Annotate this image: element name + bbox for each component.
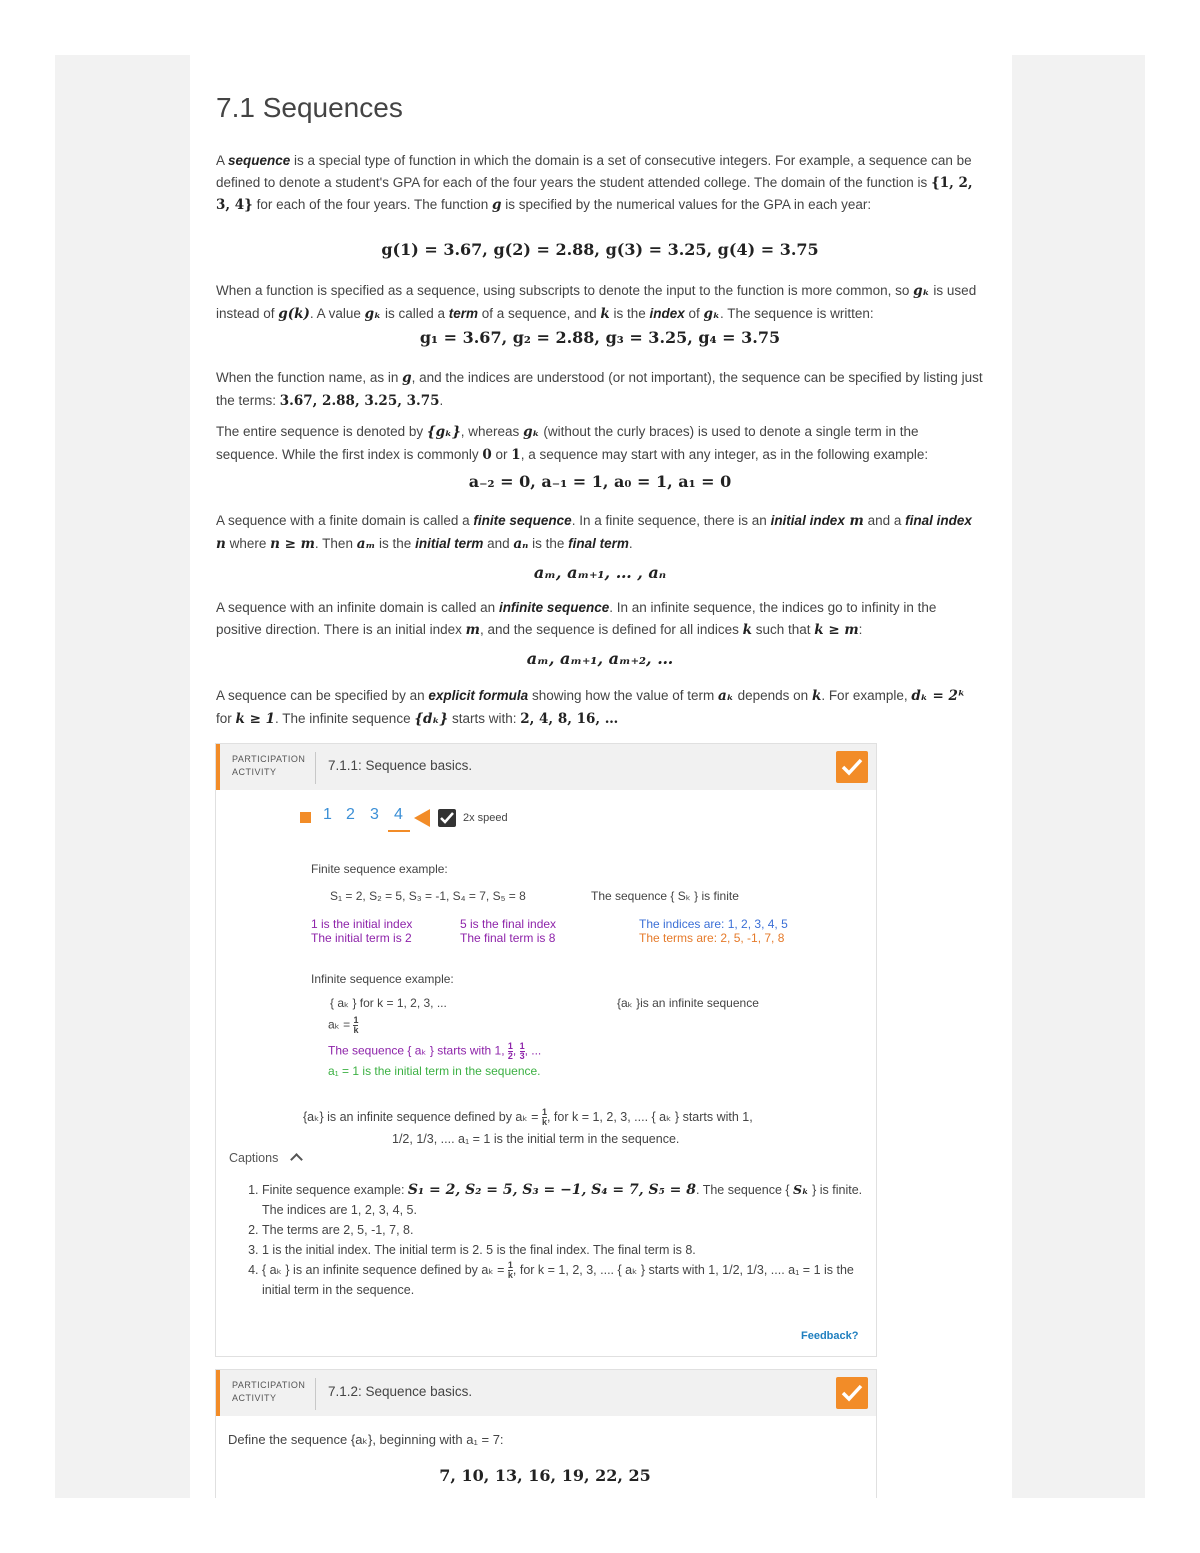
terms-label: The terms are: 2, 5, -1, 7, 8 xyxy=(639,931,785,945)
activity-header xyxy=(216,744,876,790)
back-arrow-icon[interactable] xyxy=(414,809,430,827)
step-2-button[interactable]: 2 xyxy=(346,806,355,823)
speed-label: 2x speed xyxy=(463,812,508,824)
caption-item: 1. Finite sequence example: S₁ = 2, S₂ = 5, S₃ = −1, S₄ = 7, S₅ = 8. The sequence { Sₖ } is finite. The indices are 1, 2, 3, 4, 5. xyxy=(262,1180,874,1220)
completion-check-icon xyxy=(836,751,868,783)
speed-checkbox[interactable] xyxy=(438,809,456,827)
paragraph-explicit: A sequence can be specified by an explicit formula showing how the value of term aₖ depends on k. For example, dₖ = 2ᵏ for k ≥ 1. The infinite sequence {dₖ} starts with: 2, 4, 8, 16, … xyxy=(216,688,966,727)
animation-caption-line2: 1/2, 1/3, .... a₁ = 1 is the initial term in the sequence. xyxy=(392,1132,680,1146)
activity-title: 7.1.2: Sequence basics. xyxy=(328,1384,473,1399)
fraction-1-over-k: $\frac{1}{k}$ xyxy=(353,1015,359,1035)
step-1-button[interactable]: 1 xyxy=(323,806,332,823)
start-square-icon[interactable] xyxy=(300,812,311,823)
activity2-sequence: 7, 10, 13, 16, 19, 22, 25 xyxy=(439,1466,651,1485)
infinite-definition: { aₖ } for k = 1, 2, 3, ... xyxy=(330,996,447,1010)
infinite-heading: Infinite sequence example: xyxy=(311,972,454,986)
indices-label: The indices are: 1, 2, 3, 4, 5 xyxy=(639,917,788,931)
page-title: 7.1 Sequences xyxy=(216,92,403,123)
paragraph-infinite: A sequence with an infinite domain is called an infinite sequence. In an infinite sequence, the indices go to infinity in the positive direction. There is an initial index m, and the sequence is defined for all indices k such that k ≥ m: xyxy=(216,600,937,638)
final-term-label: The final term is 8 xyxy=(460,931,556,945)
paragraph-listing: When the function name, as in g, and the indices are understood (or not important), the sequence can be specified by listing just the terms: 3.67, 2.88, 3.25, 3.75. xyxy=(216,370,983,409)
paragraph-intro: A sequence is a special type of function in which the domain is a set of consecutive integers. For example, a sequence can be defined to denote a student's GPA for each of the four years the student attended college. The domain of the function is {1, 2, 3, 4} for each of the four years. The function g is specified by the numerical values for the GPA in each year: xyxy=(216,153,973,213)
final-index-label: 5 is the final index xyxy=(460,917,557,931)
initial-term-label: The initial term is 2 xyxy=(311,931,412,945)
paragraph-subscripts: When a function is specified as a sequence, using subscripts to denote the input to the function is more common, so gₖ is used instead of g(k). A value gₖ is called a term of a sequence, and k is the index of gₖ. The sequence is written: xyxy=(216,283,977,322)
activity-title: 7.1.1: Sequence basics. xyxy=(328,758,473,773)
finite-note: The sequence { Sₖ } is finite xyxy=(591,889,739,903)
paragraph-finite: A sequence with a finite domain is called a finite sequence. In a finite sequence, there is an initial index m and a final index n where n ≥ m. Then aₘ is the initial term and aₙ is the final term. xyxy=(216,513,972,552)
captions-toggle[interactable]: Captions xyxy=(229,1151,301,1165)
paragraph-notation: The entire sequence is denoted by {gₖ}, whereas gₖ (without the curly braces) is used to denote a single term in the sequence. While the first index is commonly 0 or 1, a sequence may start with any integer, as in the following example: xyxy=(216,424,929,463)
equation-infinite: aₘ, aₘ₊₁, aₘ₊₂, … xyxy=(526,649,674,668)
chevron-up-icon xyxy=(290,1153,303,1166)
equation-example-indices: a₋₂ = 0, a₋₁ = 1, a₀ = 1, a₁ = 0 xyxy=(468,472,732,491)
formula-ak: aₖ = $\frac{1}{k}$ xyxy=(328,1015,359,1035)
activity2-prompt: Define the sequence {aₖ}, beginning with a₁ = 7: xyxy=(228,1432,504,1447)
activity-type-label: PARTICIPATION ACTIVITY xyxy=(232,1380,306,1403)
step-4-button[interactable]: 4 xyxy=(394,806,403,823)
infinite-note: {aₖ }is an infinite sequence xyxy=(617,996,759,1010)
feedback-link[interactable]: Feedback? xyxy=(801,1330,859,1342)
finite-heading: Finite sequence example: xyxy=(311,862,448,876)
equation-finite: aₘ, aₘ₊₁, … , aₙ xyxy=(533,563,667,582)
page-bottom-margin xyxy=(0,1498,1200,1553)
equation-gpa: g(1) = 3.67, g(2) = 2.88, g(3) = 3.25, g(4) = 3.75 xyxy=(381,240,819,259)
equation-subscripts: g₁ = 3.67, g₂ = 2.88, g₃ = 3.25, g₄ = 3.75 xyxy=(419,328,781,347)
caption-item: 2. The terms are 2, 5, -1, 7, 8. xyxy=(262,1220,874,1240)
term-sequence: sequence xyxy=(228,153,291,168)
captions-list xyxy=(248,1180,874,1300)
starts-with-label: The sequence { aₖ } starts with 1, $\frac{1}{2}$ , $\frac{1}{3}$ , ... xyxy=(328,1041,542,1061)
initial-index-label: 1 is the initial index xyxy=(311,917,413,931)
initial-term-note: a₁ = 1 is the initial term in the sequence. xyxy=(328,1064,541,1078)
header-divider xyxy=(315,752,316,784)
caption-item: 4. { aₖ } is an infinite sequence defined by aₖ = $\frac{1}{k}$ , for k = 1, 2, 3, .... { aₖ } starts with 1, 1/2, 1/3, .... a₁ = 1 is the initial term in the sequence. xyxy=(262,1260,874,1300)
finite-terms: S₁ = 2, S₂ = 5, S₃ = -1, S₄ = 7, S₅ = 8 xyxy=(330,889,526,903)
caption-item: 3. 1 is the initial index. The initial term is 2. 5 is the final index. The final term is 8. xyxy=(262,1240,874,1260)
completion-check-icon xyxy=(836,1377,868,1409)
activity-header xyxy=(216,1370,876,1416)
step-3-button[interactable]: 3 xyxy=(370,806,379,823)
checkmark-icon xyxy=(438,809,456,827)
active-step-underline xyxy=(388,830,410,832)
activity-type-label: PARTICIPATION ACTIVITY xyxy=(232,754,306,777)
animation-caption-line1: {aₖ} is an infinite sequence defined by aₖ = $\frac{1}{k}$ , for k = 1, 2, 3, .... { aₖ } starts with 1, xyxy=(303,1107,753,1127)
header-divider xyxy=(315,1378,316,1410)
